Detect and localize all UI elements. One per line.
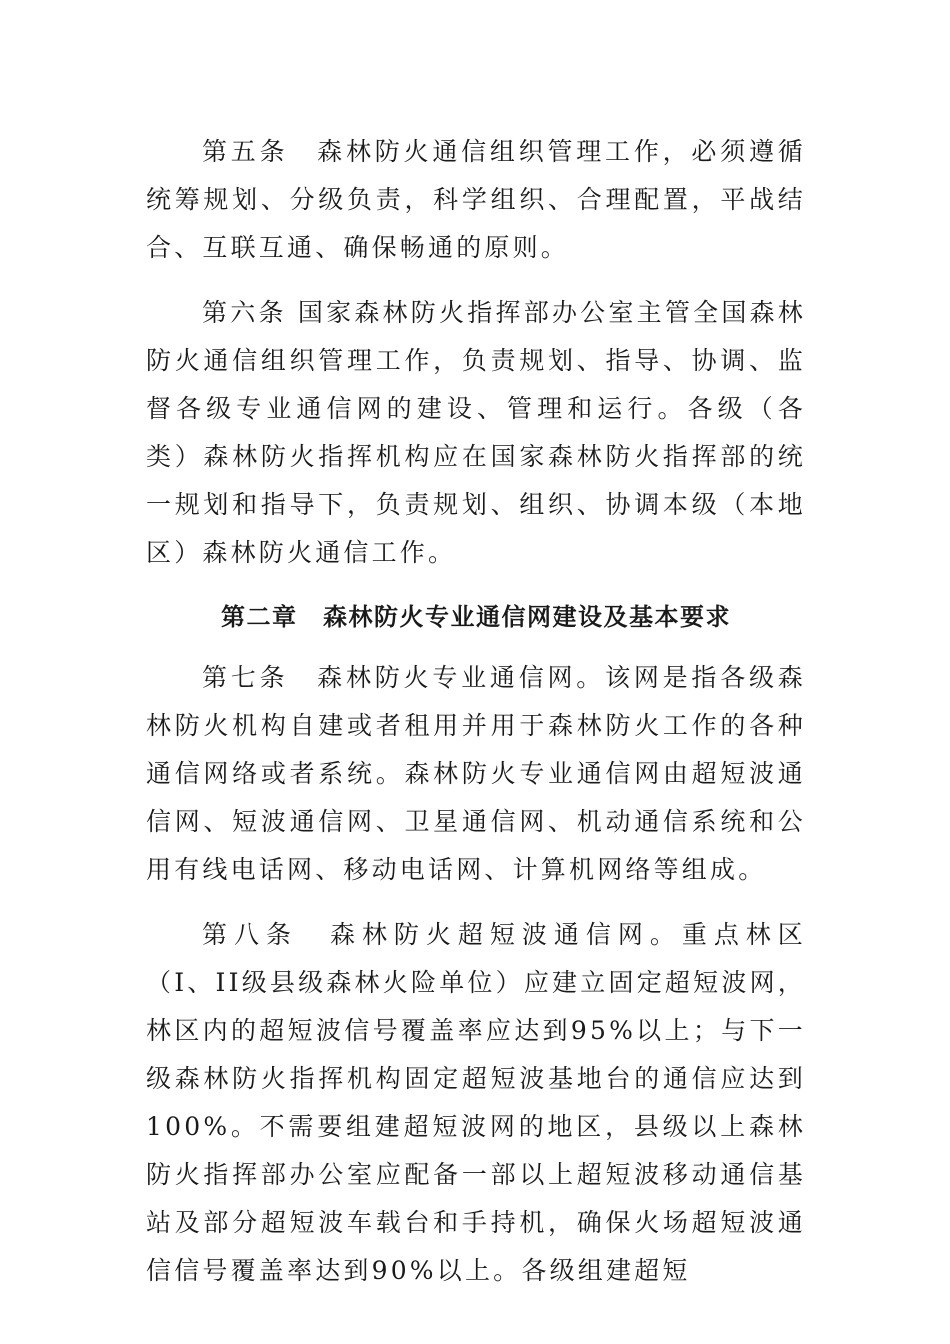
document-body [146, 128, 806, 1295]
article-6-paragraph: 第六条 国家森林防火指挥部办公室主管全国森林防火通信组织管理工作，负责规划、指导、协调、监督各级专业通信网的建设、管理和运行。各级（各类）森林防火指挥机构应在国家森林防火指挥部的统一规划和指导下，负责规划、组织、协调本级（本地区）森林防火通信工作。 [146, 298, 806, 567]
article-8-paragraph: 第八条 森林防火超短波通信网。重点林区（I、II级县级森林火险单位）应建立固定超短波网，林区内的超短波信号覆盖率应达到95%以上；与下一级森林防火指挥机构固定超短波基地台的通信应达到100%。不需要组建超短波网的地区，县级以上森林防火指挥部办公室应配备一部以上超短波移动通信基站及部分超短波车载台和手持机，确保火场超短波通信信号覆盖率达到90%以上。各级组建超短 [146, 920, 806, 1285]
article-5-paragraph: 第五条 森林防火通信组织管理工作，必须遵循统筹规划、分级负责，科学组织、合理配置，平战结合、互联互通、确保畅通的原则。 [146, 137, 806, 262]
chapter-heading: 第二章 森林防火专业通信网建设及基本要求 [221, 603, 731, 631]
article-7-paragraph: 第七条 森林防火专业通信网。该网是指各级森林防火机构自建或者租用并用于森林防火工作的各种通信网络或者系统。森林防火专业通信网由超短波通信网、短波通信网、卫星通信网、机动通信系统和公用有线电话网、移动电话网、计算机网络等组成。 [146, 663, 806, 884]
